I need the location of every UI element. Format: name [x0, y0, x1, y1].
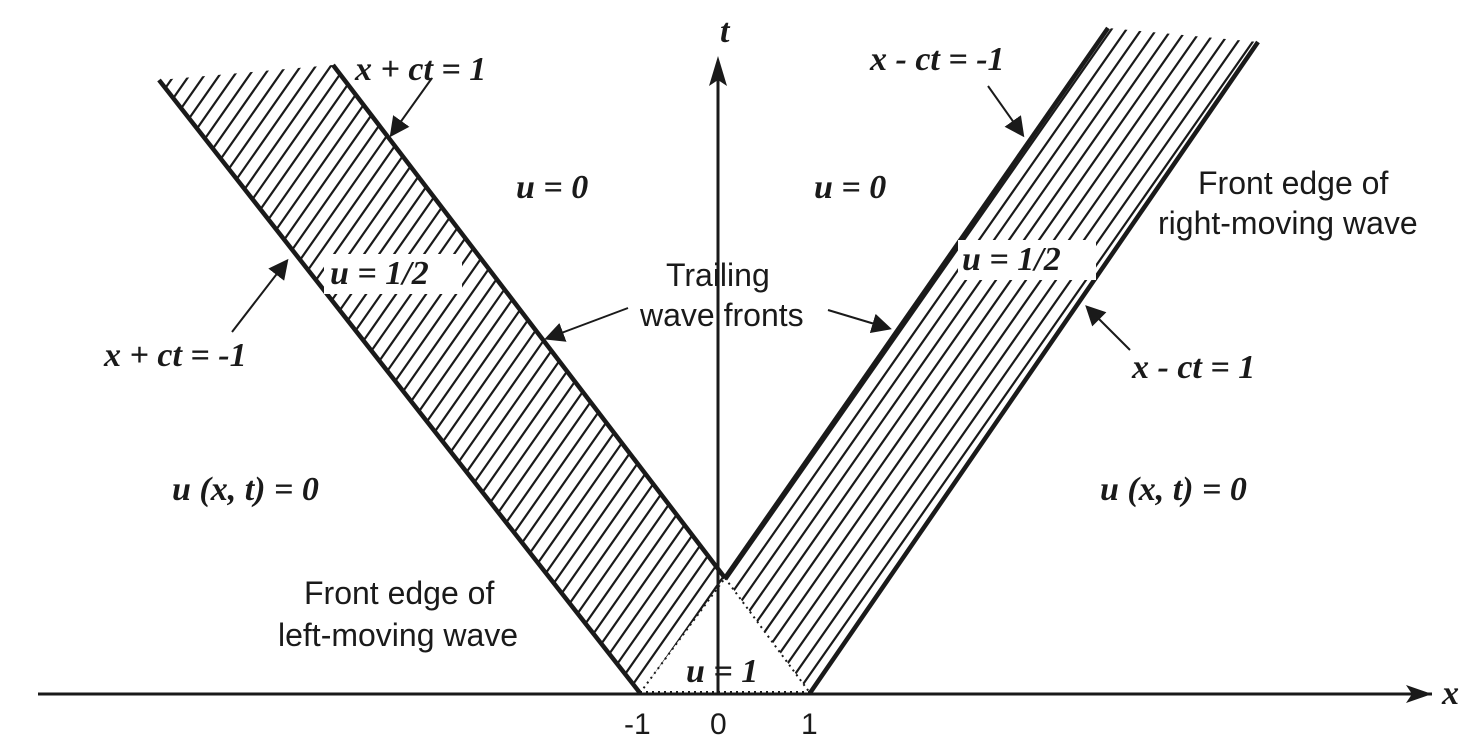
hatch-line-left [640, 0, 1200, 751]
hatch-line-left [625, 0, 1185, 751]
hatch-line-left [520, 0, 1080, 751]
hatch-line-left [0, 0, 180, 751]
hatch-line-left [505, 0, 1065, 751]
hatch-line-left [0, 0, 75, 751]
hatch-line-left [475, 0, 1035, 751]
arrow-trailing-left [548, 308, 628, 338]
region-right-half: u = 1/2 [962, 241, 1061, 278]
hatch-line-right [1365, 0, 1481, 751]
hatch-line-left [460, 0, 1020, 751]
front-right-line2: right-moving wave [1158, 205, 1418, 241]
hatch-line-left [490, 0, 1050, 751]
hatch-line-right [645, 0, 1205, 751]
hatch-line-left [0, 0, 105, 751]
arrow-x-plus-ct-neg1 [232, 262, 286, 332]
x-axis-label: x [1442, 675, 1459, 712]
hatch-line-right [1425, 0, 1481, 751]
tick-0: 0 [710, 708, 727, 741]
hatch-line-left [0, 0, 165, 751]
trailing-label-line1: Trailing [666, 257, 770, 293]
hatch-line-left [655, 0, 1215, 751]
label-x-minus-ct-neg1: x - ct = -1 [870, 41, 1005, 78]
hatch-line-right [1260, 0, 1481, 751]
hatch-line-left [0, 0, 210, 751]
hatch-line-right [1335, 0, 1481, 751]
hatch-line-right [615, 0, 1175, 751]
hatch-line-left [0, 0, 120, 751]
front-left-line1: Front edge of [304, 575, 495, 611]
hatch-line-right [1290, 0, 1481, 751]
hatch-line-left [445, 0, 1005, 751]
hatch-line-right [1275, 0, 1481, 751]
hatch-line-right [825, 0, 1385, 751]
hatch-line-right [1305, 0, 1481, 751]
region-left-half: u = 1/2 [330, 255, 429, 292]
arrow-x-minus-ct-1 [1088, 308, 1130, 350]
region-center-one: u = 1 [686, 653, 759, 690]
hatch-line-left [790, 0, 1350, 751]
hatch-line-left [0, 0, 300, 751]
hatch-line-left [595, 0, 1155, 751]
hatch-line-right [795, 0, 1355, 751]
hatch-line-right [1470, 0, 1481, 751]
hatch-line-left [0, 0, 150, 751]
hatch-line-left [610, 0, 1170, 751]
front-left-line2: left-moving wave [278, 617, 519, 653]
hatch-line-left [0, 0, 195, 751]
hatch-line-left [580, 0, 1140, 751]
hatch-line-left [0, 0, 240, 751]
hatch-line-right [1050, 0, 1481, 751]
label-x-minus-ct-1: x - ct = 1 [1132, 349, 1256, 386]
hatch-line-left [0, 0, 60, 751]
t-axis-label: t [720, 13, 730, 50]
region-left-zero: u = 0 [516, 169, 589, 206]
hatch-line-right [1395, 0, 1481, 751]
hatch-line-left [0, 0, 255, 751]
hatch-line-right [1350, 0, 1481, 751]
hatch-line-left [0, 0, 285, 751]
hatch-line-left [0, 0, 270, 751]
label-x-plus-ct-1: x + ct = 1 [355, 51, 487, 88]
hatch-line-right [1245, 0, 1481, 751]
hatch-line-left [535, 0, 1095, 751]
label-x-plus-ct-neg1: x + ct = -1 [104, 337, 247, 374]
tick-neg1: -1 [624, 708, 651, 741]
arrow-x-minus-ct-neg1 [988, 86, 1022, 134]
hatch-line-left [0, 0, 135, 751]
trailing-label-line2: wave fronts [640, 297, 804, 333]
tick-1: 1 [801, 708, 818, 741]
hatch-line-left [0, 0, 90, 751]
front-right-line1: Front edge of [1198, 165, 1389, 201]
arrow-trailing-right [828, 310, 888, 328]
hatch-line-right [1455, 0, 1481, 751]
hatch-line-right [1230, 0, 1481, 751]
region-outside-right: u (x, t) = 0 [1100, 471, 1247, 508]
hatch-line-right [630, 0, 1190, 751]
region-outside-left: u (x, t) = 0 [172, 471, 319, 508]
hatch-line-left [0, 0, 225, 751]
hatch-line-right [600, 0, 1160, 751]
hatch-line-right [810, 0, 1370, 751]
hatch-line-right [1410, 0, 1481, 751]
hatch-line-right [1380, 0, 1481, 751]
hatch-line-right [1440, 0, 1481, 751]
hatch-line-right [1035, 0, 1481, 751]
region-right-zero: u = 0 [814, 169, 887, 206]
hatch-line-right [1320, 0, 1481, 751]
hatch-line-right [840, 0, 1400, 751]
